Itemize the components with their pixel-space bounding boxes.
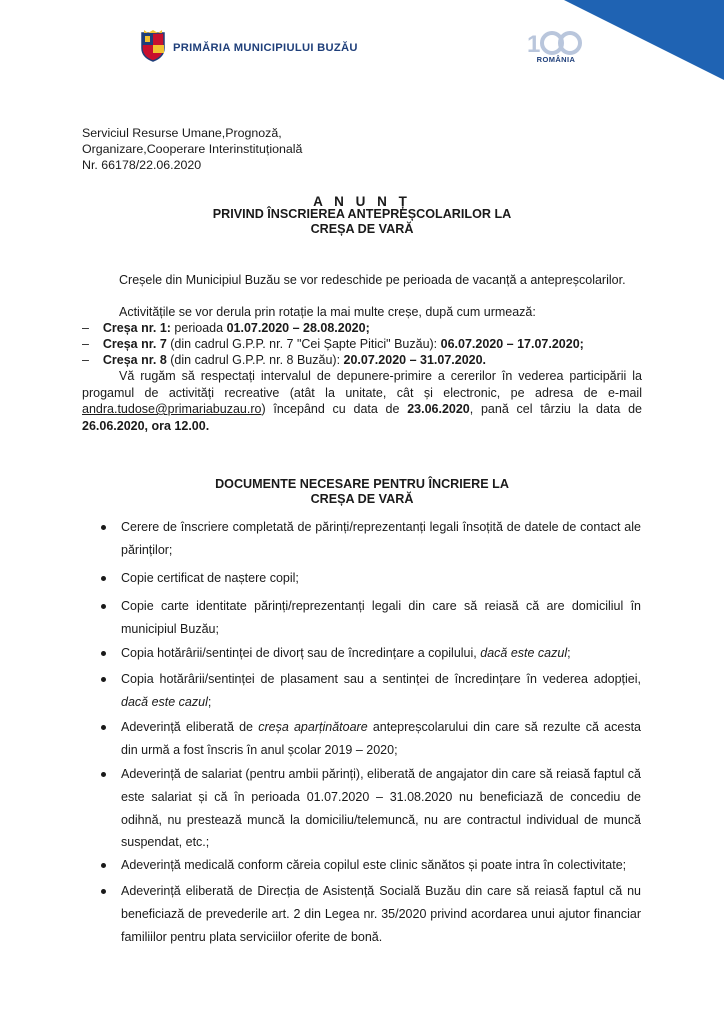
buzau-coat-of-arms-icon xyxy=(140,30,166,62)
list-dash: – xyxy=(82,321,89,335)
institution-name: PRIMĂRIA MUNICIPIULUI BUZĂU xyxy=(173,42,358,54)
nursery-dates: 20.07.2020 – 31.07.2020. xyxy=(343,353,487,367)
bullet-icon xyxy=(101,576,106,581)
intro-paragraph: Creșele din Municipiul Buzău se vor redeschide pe perioada de vacanță a antepreșcolarilor. xyxy=(119,273,626,287)
submission-text: ) începând cu data de xyxy=(261,402,408,416)
nursery-list-item xyxy=(82,336,584,352)
bullet-icon xyxy=(101,651,106,656)
list-item xyxy=(121,642,641,665)
list-item xyxy=(121,716,641,762)
activities-intro: Activitățile se vor derula prin rotație la mai multe creșe, după cum urmează: xyxy=(119,305,536,319)
bullet-icon xyxy=(101,863,106,868)
list-item xyxy=(121,668,641,714)
announcement-subtitle-1: PRIVIND ÎNSCRIEREA ANTEPREȘCOLARILOR LA xyxy=(212,207,512,221)
list-item-text: Copie carte identitate părinți/reprezentanți legali din care să reiasă că are domiciliul în municipiul Buzău; xyxy=(121,599,641,636)
bullet-icon xyxy=(101,725,106,730)
corner-triangle-decoration xyxy=(564,0,724,80)
list-item-italic: creșa aparținătoare xyxy=(258,720,368,734)
svg-text:1: 1 xyxy=(527,31,541,58)
list-item xyxy=(121,567,641,590)
nursery-dates: 06.07.2020 – 17.07.2020; xyxy=(440,337,584,351)
list-item-tail: antepreșcolarului din care să rezulte că acesta din urmă a fost înscris în anul școlar 2019 – 2020; xyxy=(121,720,642,757)
nursery-name: Creșa nr. 8 xyxy=(102,353,167,367)
bullet-icon xyxy=(101,677,106,682)
bullet-icon xyxy=(101,604,106,609)
nursery-detail: (din cadrul G.P.P. nr. 7 "Cei Șapte Pitici" Buzău): xyxy=(166,337,441,351)
nursery-name: Creșa nr. 7 xyxy=(102,337,167,351)
list-item-text: Copia hotărârii/sentinței de plasament sau a sentinței de încredințare în vederea adopției, xyxy=(121,672,641,686)
registration-number: Nr. 66178/22.06.2020 xyxy=(82,158,202,172)
list-dash: – xyxy=(82,353,89,367)
list-item xyxy=(121,854,641,877)
nursery-name: Creșa nr. 1: xyxy=(102,321,171,335)
list-item-text: Adeverință medicală conform căreia copilul este clinic sănătos și poate intra în colectivitate; xyxy=(121,858,627,872)
deadline-date: 26.06.2020, ora 12.00. xyxy=(82,418,210,433)
list-item-tail: ; xyxy=(567,646,571,660)
list-item xyxy=(121,763,641,854)
list-item xyxy=(121,880,641,948)
list-item-text: Adeverință eliberată de Direcția de Asistență Socială Buzău din care să reiasă faptul că nu beneficiază de prevederile art. 2 din Legea nr. 35/2020 privind acordarea unui ajutor financiar familiilor pentru plata serviciilor oferite de bonă. xyxy=(121,884,641,944)
list-item-text: Copia hotărârii/sentinței de divorț sau de încredințare a copilului, xyxy=(121,646,481,660)
list-item-text: Copie certificat de naștere copil; xyxy=(121,571,299,585)
list-item-tail: ; xyxy=(207,694,212,709)
bullet-icon xyxy=(101,525,106,530)
bullet-icon xyxy=(101,772,106,777)
sender-line-1: Serviciul Resurse Umane,Prognoză, xyxy=(82,126,282,140)
list-item-italic: dacă este cazul xyxy=(121,694,208,709)
bullet-icon xyxy=(101,889,106,894)
submission-paragraph xyxy=(82,368,642,434)
contact-email-link[interactable]: andra.tudose@primariabuzau.ro xyxy=(82,402,262,416)
list-dash: – xyxy=(82,337,89,351)
announcement-subtitle-2: CREȘA DE VARĂ xyxy=(310,222,414,236)
list-item-italic: dacă este cazul xyxy=(480,646,568,660)
sender-line-2: Organizare,Cooperare Interinstituțională xyxy=(82,142,303,156)
nursery-list-item xyxy=(82,352,486,368)
romania-logo-caption: ROMÂNIA xyxy=(536,55,576,64)
submission-text: , pană cel târziu la data de xyxy=(469,402,642,416)
nursery-list-item xyxy=(82,320,370,336)
nursery-dates: 01.07.2020 – 28.08.2020; xyxy=(226,321,370,335)
list-item-text: Adeverință eliberată de xyxy=(121,720,259,734)
list-item-text: Adeverință de salariat (pentru ambii părinți), eliberată de angajator din care să reiasă faptul că este salariat și că în perioada 01.07.2020 – 31.08.2020 nu beneficiază de concediu de odihnă, nu prestează muncă la domiciliu/telemuncă, nu are contractul individual de muncă suspendat, etc.; xyxy=(121,767,641,850)
start-date: 23.06.2020 xyxy=(407,402,470,416)
nursery-detail: perioada xyxy=(170,321,227,335)
sender-block xyxy=(82,125,302,173)
submission-text: Vă rugăm să respectați intervalul de depunere-primire a cererilor în vederea participării la progamul de activități recreative (atât la unitate, cât și electronic, pe adresa de e-mail xyxy=(82,369,642,400)
list-item xyxy=(121,595,641,641)
list-item xyxy=(121,516,641,562)
documents-heading-2: CREȘA DE VARĂ xyxy=(310,492,414,506)
documents-heading-1: DOCUMENTE NECESARE PENTRU ÎNCRIERE LA xyxy=(215,477,509,491)
nursery-detail: (din cadrul G.P.P. nr. 8 Buzău): xyxy=(166,353,344,367)
announcement-title: A N U N Ț xyxy=(313,194,411,209)
list-item-text: Cerere de înscriere completată de părinți/reprezentanți legali însoțită de datele de contact ale părinților; xyxy=(121,520,641,557)
